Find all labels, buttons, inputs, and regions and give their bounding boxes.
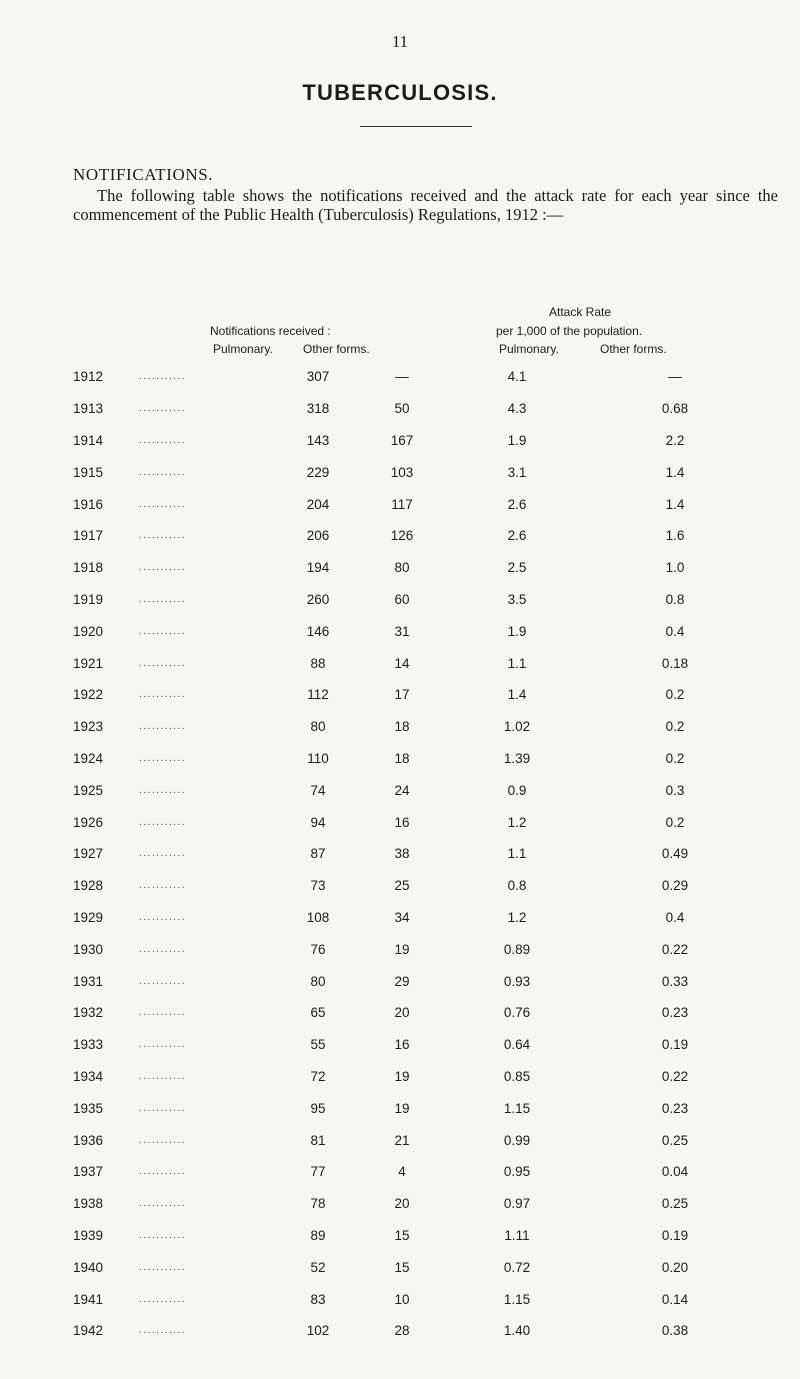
other-forms-attack-rate-cell: 0.29 [661,878,689,894]
table-row [73,902,773,934]
year-cell: 1929 [73,909,104,925]
table-row [73,1029,773,1061]
other-forms-attack-rate-cell: 0.2 [665,687,685,703]
pulmonary-notifications-cell: 65 [310,1005,326,1021]
other-forms-notifications-cell: 117 [391,496,413,512]
other-forms-attack-rate-cell: 0.25 [661,1132,689,1148]
other-forms-attack-rate-cell: 0.4 [665,909,685,925]
other-forms-notifications-cell: 15 [394,1259,410,1275]
other-forms-attack-rate-cell: 0.22 [661,1068,689,1084]
pulmonary-attack-rate-cell: 0.93 [503,973,531,989]
other-forms-notifications-cell: 38 [394,846,410,862]
other-forms-notifications-cell: 18 [394,750,410,766]
leader-dots: ........... [139,721,187,733]
pulmonary-notifications-cell: 80 [310,719,326,735]
other-forms-attack-rate-cell: 1.0 [665,560,685,576]
pulmonary-attack-rate-cell: 2.6 [507,528,527,544]
pulmonary-attack-rate-cell: 1.9 [507,432,527,448]
col-header-rate-other: Other forms. [600,342,667,356]
year-cell: 1926 [73,814,104,830]
pulmonary-attack-rate-cell: 0.9 [507,782,527,798]
leader-dots: ........... [139,1070,187,1082]
year-cell: 1930 [73,941,104,957]
table-row [73,425,773,457]
pulmonary-notifications-cell: 55 [310,1037,326,1053]
other-forms-notifications-cell: 21 [394,1132,410,1148]
pulmonary-attack-rate-cell: 1.1 [507,846,527,862]
other-forms-attack-rate-cell: 0.25 [661,1196,689,1212]
leader-dots: ........... [139,689,187,701]
year-cell: 1936 [73,1132,104,1148]
table-row [73,393,773,425]
other-forms-attack-rate-cell: 0.18 [661,655,689,671]
table-row [73,997,773,1029]
pulmonary-attack-rate-cell: 1.4 [507,687,527,703]
pulmonary-attack-rate-cell: 1.1 [507,655,527,671]
pulmonary-attack-rate-cell: 4.1 [507,369,527,385]
leader-dots: ........... [139,625,187,637]
intro-paragraph: The following table shows the notifications received and the attack rate for each year since the commencement of the Public Health (Tuberculosis) Regulations, 1912 :— [73,186,778,224]
other-forms-notifications-cell: 20 [394,1005,410,1021]
leader-dots: ........... [139,1134,187,1146]
pulmonary-notifications-cell: 108 [306,909,330,925]
leader-dots: ........... [139,1229,187,1241]
pulmonary-attack-rate-cell: 1.2 [507,909,527,925]
other-forms-notifications-cell: 18 [394,719,410,735]
table-row [73,488,773,520]
other-forms-attack-rate-cell: 0.68 [661,401,689,417]
other-forms-notifications-cell: 15 [394,1227,410,1243]
leader-dots: ........... [139,752,187,764]
other-forms-attack-rate-cell: 0.3 [665,782,685,798]
pulmonary-notifications-cell: 204 [306,496,330,512]
year-cell: 1913 [73,401,104,417]
table-row [73,584,773,616]
other-forms-attack-rate-cell: 0.20 [661,1259,689,1275]
attack-rate-header: Attack Rate [549,305,612,319]
pulmonary-notifications-cell: 73 [310,878,326,894]
leader-dots: ........... [139,593,187,605]
other-forms-notifications-cell: 14 [394,655,410,671]
table-row [73,679,773,711]
pulmonary-attack-rate-cell: 1.02 [503,719,531,735]
pulmonary-attack-rate-cell: 0.85 [503,1068,531,1084]
year-cell: 1941 [73,1291,104,1307]
other-forms-notifications-cell: 80 [394,560,410,576]
year-cell: 1928 [73,878,104,894]
pulmonary-attack-rate-cell: 0.76 [503,1005,531,1021]
leader-dots: ........... [139,1039,187,1051]
year-cell: 1914 [73,432,104,448]
table-row [73,1156,773,1188]
other-forms-attack-rate-cell: 0.14 [661,1291,689,1307]
other-forms-notifications-cell: 10 [394,1291,410,1307]
year-cell: 1940 [73,1259,104,1275]
other-forms-attack-rate-cell: 1.6 [665,528,685,544]
other-forms-notifications-cell: 4 [398,1164,406,1180]
other-forms-attack-rate-cell: 0.23 [661,1005,689,1021]
other-forms-attack-rate-cell: 0.8 [665,591,685,607]
year-cell: 1935 [73,1100,104,1116]
leader-dots: ........... [139,975,187,987]
table-row [73,1315,773,1347]
table-row [73,711,773,743]
pulmonary-attack-rate-cell: 3.5 [507,591,527,607]
leader-dots: ........... [139,498,187,510]
leader-dots: ........... [139,466,187,478]
leader-dots: ........... [139,434,187,446]
year-cell: 1919 [73,591,104,607]
other-forms-attack-rate-cell: 0.2 [665,750,685,766]
leader-dots: ........... [139,784,187,796]
table-row [73,870,773,902]
table-row [73,838,773,870]
year-cell: 1932 [73,1005,104,1021]
section-heading: NOTIFICATIONS. [73,165,214,184]
pulmonary-notifications-cell: 87 [310,846,326,862]
year-cell: 1933 [73,1037,104,1053]
pulmonary-attack-rate-cell: 0.72 [503,1259,531,1275]
table-row [73,552,773,584]
pulmonary-attack-rate-cell: 1.15 [503,1291,531,1307]
pulmonary-notifications-cell: 52 [310,1259,326,1275]
pulmonary-notifications-cell: 206 [306,528,330,544]
pulmonary-attack-rate-cell: 0.97 [503,1196,531,1212]
other-forms-notifications-cell: 29 [394,973,410,989]
year-cell: 1917 [73,528,104,544]
other-forms-notifications-cell: 19 [394,1100,410,1116]
pulmonary-notifications-cell: 83 [310,1291,326,1307]
pulmonary-notifications-cell: 78 [310,1196,326,1212]
table-row [73,361,773,393]
pulmonary-notifications-cell: 94 [310,814,326,830]
pulmonary-attack-rate-cell: 2.6 [507,496,527,512]
leader-dots: ........... [139,403,187,415]
pulmonary-attack-rate-cell: 0.95 [503,1164,531,1180]
pulmonary-notifications-cell: 72 [310,1068,326,1084]
year-cell: 1931 [73,973,104,989]
leader-dots: ........... [139,1102,187,1114]
pulmonary-attack-rate-cell: 1.40 [503,1323,531,1339]
year-cell: 1922 [73,687,104,703]
year-cell: 1934 [73,1068,104,1084]
other-forms-attack-rate-cell: 0.04 [661,1164,689,1180]
other-forms-notifications-cell: 16 [394,1037,410,1053]
other-forms-notifications-cell: 103 [390,464,414,480]
leader-dots: ........... [139,1198,187,1210]
pulmonary-notifications-cell: 81 [310,1132,326,1148]
other-forms-notifications-cell: 25 [394,878,410,894]
pulmonary-notifications-cell: 260 [306,591,330,607]
table-row [73,1283,773,1315]
year-cell: 1918 [73,560,104,576]
table-row [73,1220,773,1252]
other-forms-attack-rate-cell: 0.33 [661,973,689,989]
pulmonary-notifications-cell: 88 [310,655,326,671]
other-forms-attack-rate-cell: 2.2 [665,432,685,448]
leader-dots: ........... [139,1261,187,1273]
leader-dots: ........... [139,911,187,923]
pulmonary-notifications-cell: 89 [310,1227,326,1243]
pulmonary-attack-rate-cell: 0.89 [503,941,531,957]
leader-dots: ........... [139,880,187,892]
col-header-notif-other: Other forms. [303,342,370,356]
year-cell: 1937 [73,1164,104,1180]
year-cell: 1920 [73,623,104,639]
leader-dots: ........... [139,848,187,860]
pulmonary-attack-rate-cell: 0.8 [507,878,527,894]
table-row [73,1092,773,1124]
other-forms-attack-rate-cell: 0.23 [661,1100,689,1116]
col-header-rate-pulmonary: Pulmonary. [499,342,559,356]
pulmonary-attack-rate-cell: 1.39 [503,750,531,766]
table-row [73,647,773,679]
other-forms-attack-rate-cell: 1.4 [665,496,685,512]
pulmonary-notifications-cell: 74 [310,782,326,798]
year-cell: 1921 [73,655,104,671]
year-cell: 1915 [73,464,104,480]
table-row [73,774,773,806]
table-row [73,1188,773,1220]
other-forms-notifications-cell: 34 [394,909,410,925]
pulmonary-attack-rate-cell: 3.1 [507,464,527,480]
pulmonary-notifications-cell: 76 [310,941,326,957]
leader-dots: ........... [139,1007,187,1019]
pulmonary-notifications-cell: 318 [306,401,330,417]
pulmonary-attack-rate-cell: 1.9 [507,623,527,639]
other-forms-notifications-cell: 19 [394,941,410,957]
other-forms-attack-rate-cell: 0.38 [661,1323,689,1339]
col-header-notif-pulmonary: Pulmonary. [213,342,273,356]
table-row [73,1251,773,1283]
table-row [73,806,773,838]
pulmonary-attack-rate-cell: 4.3 [507,401,527,417]
other-forms-attack-rate-cell: 1.4 [665,464,685,480]
pulmonary-notifications-cell: 110 [307,750,329,766]
other-forms-notifications-cell: 16 [394,814,410,830]
leader-dots: ........... [139,1166,187,1178]
other-forms-notifications-cell: 167 [390,432,414,448]
other-forms-attack-rate-cell: 0.22 [661,941,689,957]
year-cell: 1912 [73,369,104,385]
table-row [73,520,773,552]
leader-dots: ........... [139,530,187,542]
other-forms-attack-rate-cell: 0.2 [665,719,685,735]
table-row [73,456,773,488]
page-number: 11 [391,32,409,51]
pulmonary-attack-rate-cell: 0.99 [503,1132,531,1148]
leader-dots: ........... [139,1325,187,1337]
year-cell: 1939 [73,1227,104,1243]
pulmonary-notifications-cell: 143 [306,432,330,448]
pulmonary-attack-rate-cell: 2.5 [507,560,527,576]
leader-dots: ........... [139,562,187,574]
year-cell: 1942 [73,1323,104,1339]
other-forms-notifications-cell: 24 [394,782,410,798]
attack-rate-subheader: per 1,000 of the population. [496,324,643,338]
pulmonary-attack-rate-cell: 1.11 [504,1227,530,1243]
other-forms-attack-rate-cell: 0.2 [665,814,685,830]
other-forms-notifications-cell: 50 [394,401,410,417]
table-row [73,615,773,647]
title-divider [360,126,472,127]
pulmonary-attack-rate-cell: 1.2 [507,814,527,830]
other-forms-notifications-cell: 20 [394,1196,410,1212]
pulmonary-notifications-cell: 95 [310,1100,326,1116]
table-row [73,965,773,997]
leader-dots: ........... [139,1293,187,1305]
other-forms-notifications-cell: — [395,369,409,385]
page-title: TUBERCULOSIS. [302,80,498,105]
other-forms-attack-rate-cell: — [668,369,682,385]
pulmonary-notifications-cell: 80 [310,973,326,989]
other-forms-attack-rate-cell: 0.49 [661,846,689,862]
pulmonary-notifications-cell: 102 [306,1323,330,1339]
pulmonary-notifications-cell: 112 [307,687,329,703]
pulmonary-attack-rate-cell: 1.15 [503,1100,531,1116]
table-row [73,933,773,965]
notifications-header: Notifications received : [210,324,331,338]
pulmonary-notifications-cell: 146 [306,623,330,639]
year-cell: 1925 [73,782,104,798]
pulmonary-notifications-cell: 77 [310,1164,326,1180]
year-cell: 1924 [73,750,104,766]
other-forms-notifications-cell: 31 [394,623,410,639]
other-forms-notifications-cell: 17 [394,687,410,703]
leader-dots: ........... [139,371,187,383]
table-row [73,1061,773,1093]
notifications-table [73,361,773,1347]
table-row [73,743,773,775]
leader-dots: ........... [139,943,187,955]
other-forms-notifications-cell: 60 [394,591,410,607]
other-forms-notifications-cell: 28 [394,1323,410,1339]
pulmonary-notifications-cell: 307 [306,369,330,385]
pulmonary-notifications-cell: 194 [306,560,330,576]
year-cell: 1927 [73,846,104,862]
other-forms-notifications-cell: 126 [390,528,414,544]
other-forms-notifications-cell: 19 [394,1068,410,1084]
other-forms-attack-rate-cell: 0.4 [665,623,685,639]
pulmonary-attack-rate-cell: 0.64 [503,1037,531,1053]
year-cell: 1938 [73,1196,104,1212]
pulmonary-notifications-cell: 229 [306,464,330,480]
other-forms-attack-rate-cell: 0.19 [661,1037,689,1053]
leader-dots: ........... [139,816,187,828]
leader-dots: ........... [139,657,187,669]
year-cell: 1923 [73,719,104,735]
other-forms-attack-rate-cell: 0.19 [661,1227,689,1243]
table-row [73,1124,773,1156]
year-cell: 1916 [73,496,104,512]
